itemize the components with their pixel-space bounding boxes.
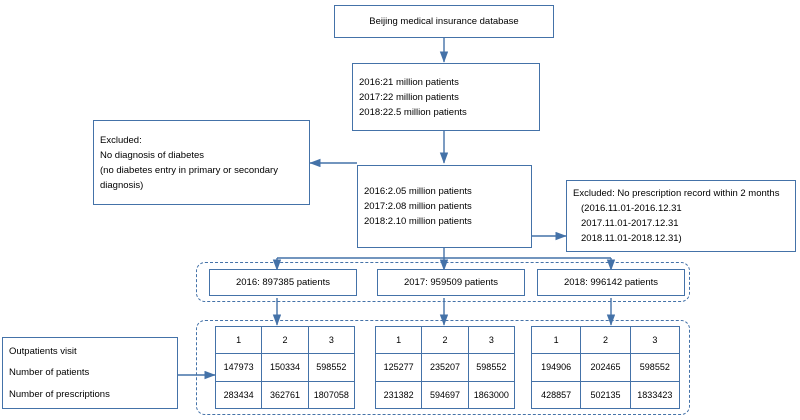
year-box-2018-label: 2018: 996142 patients (563, 277, 659, 288)
year-box-2017 (377, 269, 525, 296)
diabetes-patients-2016: 2016:2.05 million patients (364, 186, 472, 197)
table-2017-patients-3: 598552 (468, 354, 514, 380)
excluded-no-prescription-line-2: (2016.11.01-2016.12.31 (581, 203, 682, 214)
table-2017-header-3: 3 (468, 327, 514, 353)
total-patients-2017: 2017:22 million patients (359, 91, 459, 103)
table-2016-header-3: 3 (308, 327, 354, 353)
legend-row-visit: Outpatients visit (9, 346, 77, 358)
legend-row-prescriptions: Number of prescriptions (9, 388, 110, 400)
excluded-no-diabetes-line-4: diagnosis) (100, 179, 144, 191)
table-2018-header-3: 3 (630, 327, 679, 353)
excluded-no-diabetes-line-2: No diagnosis of diabetes (100, 149, 205, 161)
total-patients-box (352, 63, 540, 131)
database-source-label: Beijing medical insurance database (369, 16, 519, 27)
table-2016-header-2: 2 (261, 327, 307, 353)
excluded-no-prescription-line-3: 2017.11.01-2017.12.31 (581, 218, 679, 229)
excluded-no-prescription-box (566, 180, 796, 252)
excluded-no-diabetes-line-1: Excluded: (100, 134, 142, 146)
year-box-2017-label: 2017: 959509 patients (403, 277, 499, 288)
visit-table-2017 (375, 326, 515, 409)
database-source-box (334, 5, 554, 38)
table-2016-patients-2: 150334 (261, 354, 307, 380)
legend-row-patients: Number of patients (9, 367, 90, 379)
table-prescriptions-row (216, 381, 354, 408)
excluded-no-diabetes-box (93, 120, 310, 205)
total-patients-2018: 2018:22.5 million patients (359, 106, 467, 118)
table-patients-row (216, 353, 354, 380)
table-2016-patients-3: 598552 (308, 354, 354, 380)
year-box-2018 (537, 269, 685, 296)
year-box-2016-label: 2016: 897385 patients (235, 277, 331, 288)
table-2016-prescriptions-1: 283434 (223, 389, 254, 400)
table-2018-patients-1: 194906 (541, 362, 572, 373)
table-header-row (216, 327, 354, 353)
table-2018-header-2: 2 (580, 327, 629, 353)
table-2018-prescriptions-2: 502135 (580, 382, 629, 408)
table-2018-patients-2: 202465 (580, 354, 629, 380)
table-2016-header-1: 1 (236, 335, 242, 346)
table-prescriptions-row (376, 381, 514, 408)
table-2017-patients-1: 125277 (383, 362, 414, 373)
table-2017-prescriptions-2: 594697 (421, 382, 467, 408)
table-2017-patients-2: 235207 (421, 354, 467, 380)
excluded-no-diabetes-line-3: (no diabetes entry in primary or secondary (100, 164, 278, 176)
visit-table-2016 (215, 326, 355, 409)
table-patients-row (532, 353, 679, 380)
diabetes-patients-box (357, 165, 532, 248)
table-header-row (532, 327, 679, 353)
excluded-no-prescription-line-1: Excluded: No prescription record within 2 months (573, 188, 780, 199)
year-box-2016 (209, 269, 357, 296)
table-prescriptions-row (532, 381, 679, 408)
table-header-row (376, 327, 514, 353)
diabetes-patients-2018: 2018:2.10 million patients (364, 216, 472, 227)
table-2016-patients-1: 147973 (223, 362, 254, 373)
table-patients-row (376, 353, 514, 380)
excluded-no-prescription-line-4: 2018.11.01-2018.12.31) (581, 233, 682, 244)
table-2017-header-1: 1 (396, 335, 402, 346)
table-2017-prescriptions-3: 1863000 (468, 382, 514, 408)
table-2018-patients-3: 598552 (630, 354, 679, 380)
visit-table-2018 (531, 326, 680, 409)
table-2018-prescriptions-3: 1833423 (630, 382, 679, 408)
diabetes-patients-2017: 2017:2.08 million patients (364, 201, 472, 212)
table-2018-prescriptions-1: 428857 (541, 389, 572, 400)
table-2018-header-1: 1 (553, 335, 559, 346)
table-2017-header-2: 2 (421, 327, 467, 353)
table-2016-prescriptions-2: 362761 (261, 382, 307, 408)
table-2017-prescriptions-1: 231382 (383, 389, 414, 400)
table-legend-box (2, 337, 178, 409)
total-patients-2016: 2016:21 million patients (359, 76, 459, 88)
table-2016-prescriptions-3: 1807058 (308, 382, 354, 408)
